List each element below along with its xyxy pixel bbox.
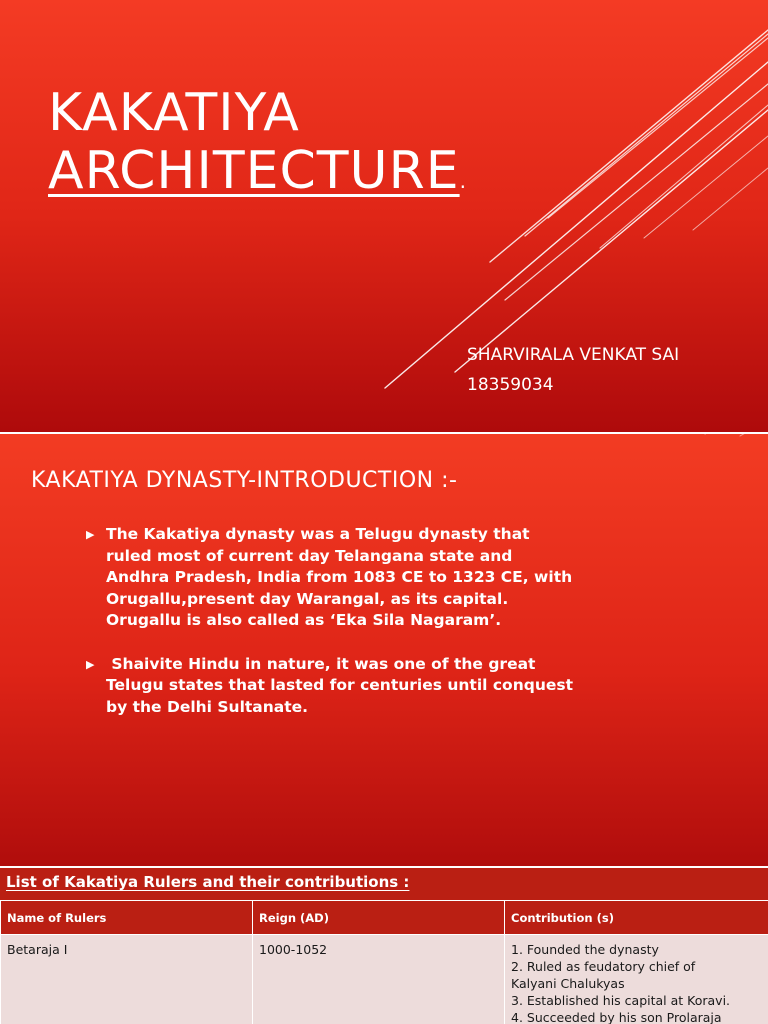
title-punctuation: . [459,169,467,193]
bullet-line: Andhra Pradesh, India from 1083 CE to 1323 CE, with [106,568,573,586]
column-header-name: Name of Rulers [1,901,253,935]
bullet-arrow-icon: ▶ [86,657,95,671]
bullet-line: Telugu states that lasted for centuries until conquest [106,676,574,694]
contribution-line: Kalyani Chalukyas [511,976,625,991]
intro-bullet-list [86,524,696,718]
bullet-line: ruled most of current day Telangana state and [106,546,513,565]
contribution-line: 2. Ruled as feudatory chief of [511,959,696,974]
ruler-reign-cell: 1000-1052 [253,935,505,1024]
intro-bullet [86,654,696,719]
rulers-header-band [0,868,768,900]
contribution-line: 3. Established his capital at Koravi. [511,993,731,1008]
author-id: 18359034 [467,375,554,395]
bullet-arrow-icon: ▶ [86,528,95,541]
bullet-line: by the Delhi Sultanate. [106,697,309,716]
bullet-line: The Kakatiya dynasty was a Telugu dynasty that [106,525,530,543]
intro-bullet [86,524,696,632]
intro-slide [0,434,768,866]
column-header-reign: Reign (AD) [253,901,505,935]
slide-title [48,84,467,210]
ruler-contribution-cell [505,935,768,1024]
table-row [1,935,768,1024]
contribution-line: 4. Succeeded by his son Prolaraja [511,1010,722,1024]
author-block [467,340,679,400]
rulers-slide [0,868,768,1024]
intro-heading: KAKATIYA DYNASTY-INTRODUCTION :- [31,468,458,493]
ruler-name-cell: Betaraja I [1,935,253,1024]
bullet-line: Shaivite Hindu in nature, it was one of the great [106,654,536,673]
title-line-2: ARCHITECTURE [48,141,460,201]
bullet-line: Orugallu is also called as ‘Eka Sila Nagaram’. [106,611,502,629]
bullet-line: Orugallu,present day Warangal, as its capital. [106,589,509,608]
rulers-heading: List of Kakatiya Rulers and their contributions : [6,873,410,891]
title-slide [0,0,768,432]
title-line-1: KAKATIYA [48,83,300,143]
table-header-row [1,901,768,935]
column-header-contribution: Contribution (s) [505,901,768,935]
contribution-line: 1. Founded the dynasty [511,942,659,957]
rulers-table [0,900,768,1024]
author-name: SHARVIRALA VENKAT SAI [467,345,680,365]
